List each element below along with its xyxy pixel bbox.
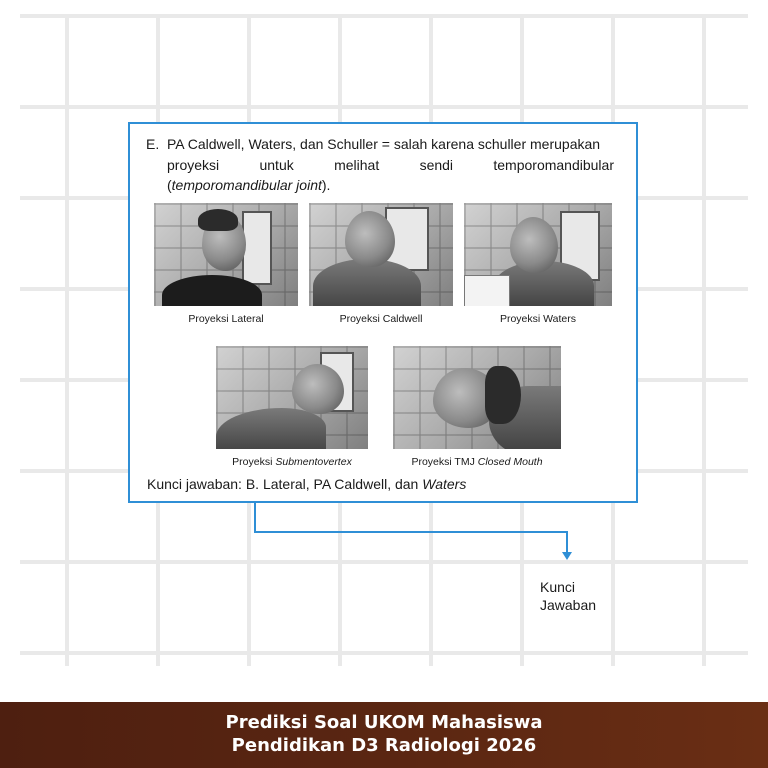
callout-line: Jawaban (540, 597, 597, 613)
answer-prefix: Kunci jawaban: B. Lateral, PA Caldwell, dan (147, 476, 423, 492)
caption-italic: Closed Mouth (477, 456, 543, 468)
option-e-line1 (146, 136, 614, 152)
answer-card (128, 122, 638, 503)
patient-neck (216, 408, 326, 449)
patient-head (345, 211, 395, 267)
paren-close: ). (321, 177, 331, 193)
justified-word: proyeksi (167, 157, 220, 173)
connector-line (254, 531, 568, 533)
caption-tmj-closed-mouth (393, 456, 561, 468)
justified-word: untuk (259, 157, 294, 173)
option-e-line2 (167, 157, 614, 173)
photo-lateral (154, 203, 298, 306)
footer-subtitle: Pendidikan D3 Radiologi 2026 (231, 735, 537, 756)
patient-hair (485, 366, 521, 424)
photo-caldwell (309, 203, 453, 306)
justified-word: melihat (334, 157, 380, 173)
option-marker: E. (146, 136, 160, 152)
patient-head (510, 217, 558, 273)
justified-word: sendi (419, 157, 454, 173)
photo-waters (464, 203, 612, 306)
photo-submentovertex (216, 346, 368, 449)
callout-line: Kunci (540, 579, 576, 595)
caption-prefix: Proyeksi TMJ (411, 456, 478, 468)
justified-word: temporomandibular (493, 157, 614, 173)
arrow-down-icon (562, 552, 572, 560)
connector-line (566, 531, 568, 553)
caption-submentovertex (216, 456, 368, 468)
detector-plate (242, 211, 272, 285)
angle-diagram-inset (464, 275, 510, 306)
callout-label (540, 578, 596, 614)
patient-hair (198, 209, 238, 231)
caption-prefix: Proyeksi (232, 456, 276, 468)
footer-title: Prediksi Soal UKOM Mahasiswa (225, 712, 543, 733)
paren-open: ( (167, 177, 172, 193)
patient-head (292, 364, 344, 414)
photo-tmj-closed-mouth (393, 346, 561, 449)
caption-waters: Proyeksi Waters (499, 313, 577, 325)
italic-term: temporomandibular joint (171, 177, 322, 193)
caption-lateral: Proyeksi Lateral (188, 313, 264, 325)
footer-banner (0, 702, 768, 768)
option-e-line3 (167, 177, 614, 193)
answer-key (147, 476, 466, 492)
caption-caldwell: Proyeksi Caldwell (339, 313, 423, 325)
option-e-text-1: PA Caldwell, Waters, dan Schuller = salah karena schuller merupakan (167, 136, 601, 152)
answer-italic: Waters (422, 476, 467, 492)
caption-italic: Submentovertex (275, 456, 352, 468)
connector-line (254, 503, 256, 533)
